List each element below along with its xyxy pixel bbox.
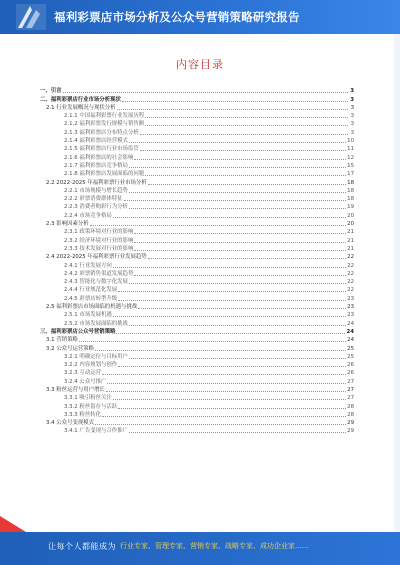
toc-entry-page: 26 bbox=[347, 362, 354, 369]
toc-entry-page: 22 bbox=[347, 262, 354, 269]
toc-entry-label: 2.1.8 福利彩票店发展面临的问题 bbox=[64, 171, 145, 178]
toc-entry[interactable] bbox=[40, 94, 354, 102]
toc-entry-label: 2.4 2022-2025 年福利彩票行业发展趋势 bbox=[46, 254, 147, 261]
toc-leader-dots bbox=[129, 188, 346, 193]
toc-leader-dots bbox=[140, 146, 346, 151]
toc-entry-label: 2.1.7 福利彩票店竞争格局 bbox=[64, 162, 128, 169]
toc-entry[interactable] bbox=[40, 119, 354, 127]
toc-entry-label: 3.2.3 互动运营 bbox=[64, 370, 101, 377]
toc-entry-page: 3 bbox=[350, 129, 354, 136]
toc-entry-label: 2.1.3 福利彩票店分布特点分析 bbox=[64, 129, 139, 136]
toc-entry-label: 2.3.3 技术发展对行业的影响 bbox=[64, 245, 134, 252]
toc-entry[interactable] bbox=[40, 86, 354, 94]
toc-entry-page: 28 bbox=[347, 411, 354, 418]
toc-leader-dots bbox=[118, 296, 346, 301]
toc-leader-dots bbox=[129, 354, 346, 359]
toc-entry-label: 3.4 公众号变现模式 bbox=[46, 420, 95, 427]
toc-entry-page: 22 bbox=[347, 254, 354, 261]
toc-entry[interactable] bbox=[40, 352, 354, 360]
toc-leader-dots bbox=[124, 196, 347, 201]
toc-entry[interactable] bbox=[40, 177, 354, 185]
toc-leader-dots bbox=[145, 171, 346, 176]
report-header bbox=[0, 0, 400, 34]
toc-entry-page: 18 bbox=[347, 179, 354, 186]
report-footer bbox=[0, 532, 400, 565]
toc-entry-page: 25 bbox=[347, 353, 354, 360]
toc-entry[interactable] bbox=[40, 161, 354, 169]
toc-leader-dots bbox=[129, 204, 346, 209]
toc-entry[interactable] bbox=[40, 418, 354, 426]
toc-entry-label: 2.3.2 经济环境对行业的影响 bbox=[64, 237, 134, 244]
toc-leader-dots bbox=[134, 229, 346, 234]
toc-entry-page: 20 bbox=[347, 212, 354, 219]
toc-entry[interactable] bbox=[40, 385, 354, 393]
toc-entry[interactable] bbox=[40, 252, 354, 260]
toc-leader-dots bbox=[95, 346, 346, 351]
toc-leader-dots bbox=[129, 321, 346, 326]
toc-leader-dots bbox=[113, 395, 346, 400]
toc-entry-label: 2.2.2 彩票消费群体特征 bbox=[64, 196, 123, 203]
toc-entry[interactable] bbox=[40, 293, 354, 301]
footer-slogan: 让每个人都能成为 bbox=[48, 542, 116, 551]
toc-entry[interactable] bbox=[40, 219, 354, 227]
toc-entry[interactable] bbox=[40, 169, 354, 177]
toc-entry-label: 3.2.4 公众号推广 bbox=[64, 378, 107, 385]
toc-entry-page: 3 bbox=[350, 96, 354, 103]
toc-leader-dots bbox=[116, 329, 345, 334]
toc-entry-page: 23 bbox=[347, 312, 354, 319]
toc-entry-label: 2.4.3 智能化与数字化发展 bbox=[64, 279, 128, 286]
toc-entry-page: 25 bbox=[347, 345, 354, 352]
toc-entry-page: 24 bbox=[346, 328, 354, 335]
toc-entry[interactable] bbox=[40, 277, 354, 285]
table-of-contents bbox=[40, 86, 354, 434]
toc-entry[interactable] bbox=[40, 127, 354, 135]
toc-leader-dots bbox=[134, 155, 346, 160]
toc-entry-label: 3.2.2 内容规划与创作 bbox=[64, 362, 118, 369]
toc-entry[interactable] bbox=[40, 136, 354, 144]
toc-entry-label: 3.2 公众号运营策略 bbox=[46, 345, 95, 352]
toc-entry-page: 22 bbox=[347, 287, 354, 294]
toc-entry-page: 22 bbox=[347, 279, 354, 286]
toc-entry-label: 2.4.1 行业发展方向 bbox=[64, 262, 112, 269]
toc-entry-page: 19 bbox=[347, 204, 354, 211]
toc-entry-page: 27 bbox=[347, 378, 354, 385]
toc-entry-page: 21 bbox=[347, 229, 354, 236]
toc-entry[interactable] bbox=[40, 285, 354, 293]
corner-accent bbox=[0, 516, 26, 532]
toc-entry[interactable] bbox=[40, 335, 354, 343]
toc-entry-page: 12 bbox=[347, 154, 354, 161]
toc-leader-dots bbox=[102, 370, 346, 375]
toc-leader-dots bbox=[113, 263, 346, 268]
toc-entry-page: 15 bbox=[347, 162, 354, 169]
toc-entry-label: 2.2.4 市场竞争格局 bbox=[64, 212, 112, 219]
toc-entry[interactable] bbox=[40, 360, 354, 368]
toc-entry-label: 2.4.4 行业规范化发展 bbox=[64, 287, 118, 294]
toc-entry[interactable] bbox=[40, 210, 354, 218]
toc-entry-label: 3.3.3 粉丝转化 bbox=[64, 411, 101, 418]
toc-entry-page: 22 bbox=[347, 270, 354, 277]
toc-leader-dots bbox=[129, 138, 346, 143]
toc-leader-dots bbox=[63, 88, 348, 93]
page-side-accent bbox=[394, 34, 400, 532]
toc-entry-page: 24 bbox=[347, 320, 354, 327]
toc-entry[interactable] bbox=[40, 401, 354, 409]
toc-entry-label: 2.4.5 彩票店转型升级 bbox=[64, 295, 118, 302]
toc-entry-page: 26 bbox=[347, 370, 354, 377]
toc-entry-label: 2.5 福利彩票店市场面临的机遇与挑战 bbox=[46, 304, 138, 311]
toc-leader-dots bbox=[118, 287, 346, 292]
toc-leader-dots bbox=[134, 246, 346, 251]
toc-entry-label: 3.4.1 广告变现与合作推广 bbox=[64, 428, 128, 435]
toc-leader-dots bbox=[113, 312, 346, 317]
toc-leader-dots bbox=[145, 121, 348, 126]
toc-entry-label: 2.2 2022-2025 年福利彩票行业市场分析 bbox=[46, 179, 147, 186]
report-title: 福利彩票店市场分析及公众号营销策略研究报告 bbox=[54, 10, 300, 24]
toc-leader-dots bbox=[129, 163, 346, 168]
toc-entry[interactable] bbox=[40, 235, 354, 243]
toc-leader-dots bbox=[122, 97, 348, 102]
toc-entry-page: 28 bbox=[347, 403, 354, 410]
toc-entry[interactable] bbox=[40, 410, 354, 418]
toc-entry-page: 17 bbox=[347, 171, 354, 178]
toc-leader-dots bbox=[145, 113, 348, 118]
toc-entry-label: 三、福利彩票店公众号营销策略 bbox=[40, 328, 116, 335]
toc-entry-label: 2.5.2 市场发展面临的挑战 bbox=[64, 320, 128, 327]
toc-entry-label: 3.3.1 吸引粉丝关注 bbox=[64, 395, 112, 402]
toc-entry[interactable] bbox=[40, 144, 354, 152]
toc-entry-label: 2.1 行业发展概况与现状分析 bbox=[46, 104, 116, 111]
toc-entry-page: 23 bbox=[347, 295, 354, 302]
toc-entry-label: 2.3 影响因素分析 bbox=[46, 221, 89, 228]
toc-leader-dots bbox=[134, 238, 346, 243]
toc-entry[interactable] bbox=[40, 310, 354, 318]
toc-entry-label: 2.2.3 消费者购彩行为分析 bbox=[64, 204, 128, 211]
toc-leader-dots bbox=[118, 404, 346, 409]
toc-entry-page: 3 bbox=[350, 104, 354, 111]
toc-entry[interactable] bbox=[40, 318, 354, 326]
toc-entry[interactable] bbox=[40, 244, 354, 252]
toc-entry[interactable] bbox=[40, 194, 354, 202]
toc-entry-page: 20 bbox=[347, 221, 354, 228]
toc-leader-dots bbox=[118, 362, 346, 367]
toc-entry-label: 3.1 营销策略 bbox=[46, 337, 78, 344]
toc-leader-dots bbox=[90, 221, 347, 226]
toc-leader-dots bbox=[79, 337, 346, 342]
toc-entry-page: 11 bbox=[347, 146, 354, 153]
footer-roles: 行业专家、管理专家、营销专家、战略专家、成功企业家…… bbox=[120, 542, 309, 550]
toc-entry-page: 3 bbox=[350, 113, 354, 120]
toc-entry-page: 29 bbox=[347, 420, 354, 427]
toc-leader-dots bbox=[134, 271, 346, 276]
toc-entry-label: 3.2.1 明确定位与目标用户 bbox=[64, 353, 128, 360]
toc-leader-dots bbox=[107, 379, 346, 384]
toc-entry-label: 2.1.6 福利彩票店的社会影响 bbox=[64, 154, 134, 161]
toc-leader-dots bbox=[95, 420, 346, 425]
toc-leader-dots bbox=[102, 412, 346, 417]
toc-entry[interactable] bbox=[40, 343, 354, 351]
toc-entry-label: 二、福利彩票店行业市场分析现状 bbox=[40, 96, 121, 103]
toc-entry-page: 29 bbox=[347, 428, 354, 435]
toc-entry-label: 3.3.2 粉丝留存与活跃 bbox=[64, 403, 118, 410]
toc-leader-dots bbox=[148, 180, 346, 185]
toc-entry-page: 27 bbox=[347, 395, 354, 402]
toc-entry[interactable] bbox=[40, 327, 354, 335]
toc-entry-label: 2.4.2 彩票销售渠道发展趋势 bbox=[64, 270, 134, 277]
toc-entry-page: 23 bbox=[347, 304, 354, 311]
toc-entry[interactable] bbox=[40, 302, 354, 310]
toc-entry[interactable] bbox=[40, 186, 354, 194]
toc-leader-dots bbox=[113, 213, 346, 218]
toc-entry-page: 21 bbox=[347, 245, 354, 252]
toc-entry-page: 3 bbox=[350, 121, 354, 128]
toc-entry-page: 27 bbox=[347, 386, 354, 393]
toc-leader-dots bbox=[140, 130, 348, 135]
toc-entry[interactable] bbox=[40, 426, 354, 434]
toc-entry-label: 2.1.4 福利彩票店经营模式 bbox=[64, 138, 128, 145]
toc-leader-dots bbox=[129, 279, 346, 284]
toc-heading: 内容目录 bbox=[176, 58, 224, 71]
toc-leader-dots bbox=[117, 105, 348, 110]
toc-entry-page: 24 bbox=[347, 337, 354, 344]
toc-entry[interactable] bbox=[40, 152, 354, 160]
toc-entry[interactable] bbox=[40, 393, 354, 401]
toc-entry-page: 18 bbox=[347, 187, 354, 194]
toc-entry[interactable] bbox=[40, 368, 354, 376]
toc-entry[interactable] bbox=[40, 227, 354, 235]
toc-entry-label: 2.1.2 福利彩票发行规模与销售额 bbox=[64, 121, 145, 128]
toc-entry[interactable] bbox=[40, 103, 354, 111]
toc-entry[interactable] bbox=[40, 111, 354, 119]
report-logo-icon bbox=[16, 4, 46, 30]
toc-entry[interactable] bbox=[40, 202, 354, 210]
toc-leader-dots bbox=[138, 304, 346, 309]
toc-entry-page: 3 bbox=[350, 88, 354, 95]
toc-leader-dots bbox=[148, 254, 346, 259]
toc-entry-label: 2.1.5 福利彩票店行业市场监管 bbox=[64, 146, 139, 153]
toc-leader-dots bbox=[106, 387, 346, 392]
toc-leader-dots bbox=[129, 428, 346, 433]
toc-entry[interactable] bbox=[40, 260, 354, 268]
toc-entry-label: 2.2.1 市场规模与增长趋势 bbox=[64, 187, 128, 194]
toc-entry-label: 一、引言 bbox=[40, 88, 62, 95]
toc-entry-label: 3.3 粉丝运营与用户增长 bbox=[46, 386, 105, 393]
toc-entry[interactable] bbox=[40, 269, 354, 277]
toc-entry-page: 21 bbox=[347, 237, 354, 244]
toc-entry-label: 2.1.1 中国福利彩票行业发展历程 bbox=[64, 113, 145, 120]
toc-entry-label: 2.3.1 政策环境对行业的影响 bbox=[64, 229, 134, 236]
toc-entry-page: 10 bbox=[347, 138, 354, 145]
toc-entry[interactable] bbox=[40, 376, 354, 384]
toc-entry-label: 2.5.1 市场发展机遇 bbox=[64, 312, 112, 319]
toc-entry-page: 18 bbox=[347, 196, 354, 203]
